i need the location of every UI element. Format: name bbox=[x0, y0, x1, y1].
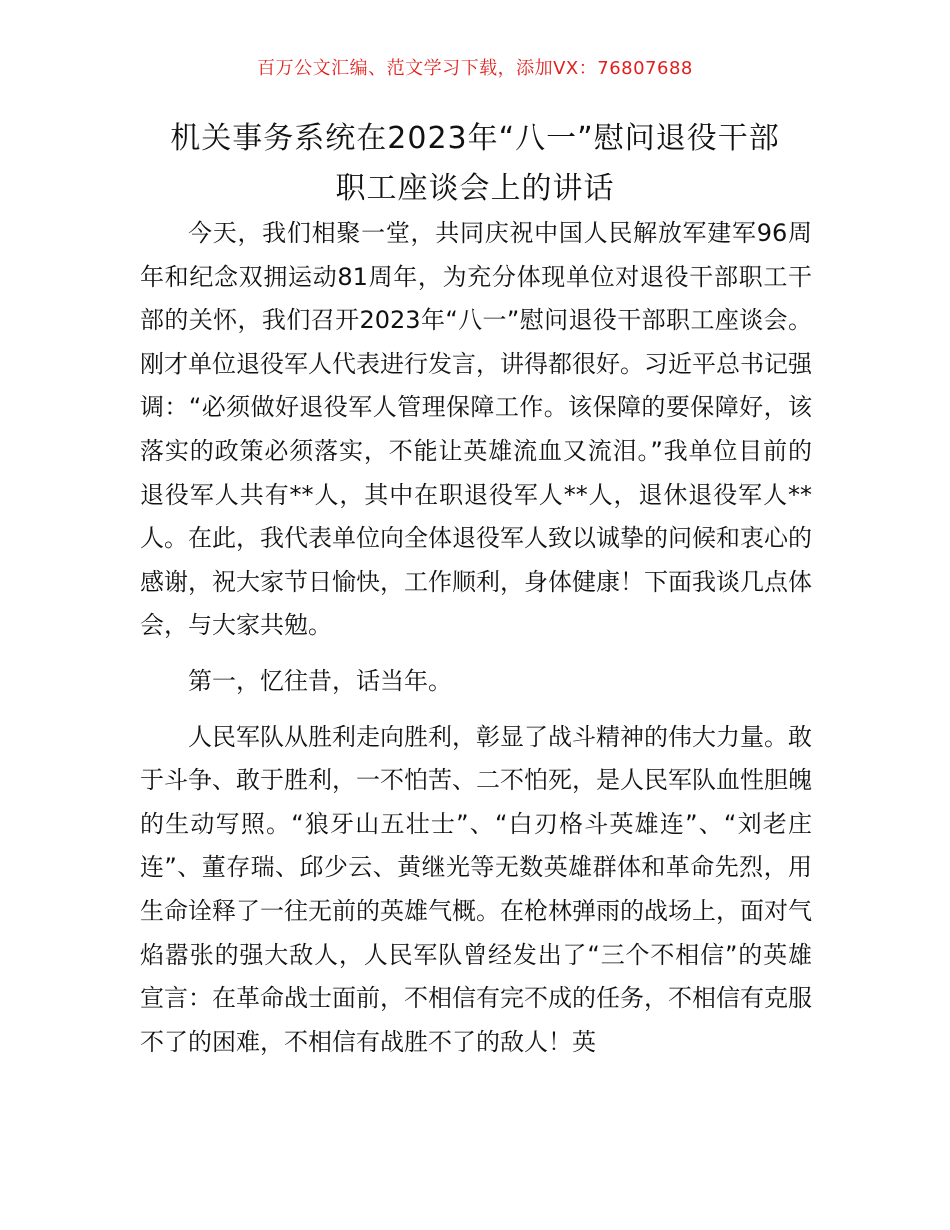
document-body bbox=[140, 212, 812, 1076]
paragraph-body: 人民军队从胜利走向胜利，彰显了战斗精神的伟大力量。敢于斗争、敢于胜利，一不怕苦、二不怕死，是人民军队血性胆魄的生动写照。“狼牙山五壮士”、“白刃格斗英雄连”、“刘老庄连”、董存瑞、邱少云、黄继光等无数英雄群体和革命先烈，用生命诠释了一往无前的英雄气概。在枪林弹雨的战场上，面对气焰嚣张的强大敌人，人民军队曾经发出了“三个不相信”的英雄宣言：在革命战士面前，不相信有完不成的任务，不相信有克服不了的困难，不相信有战胜不了的敌人！英 bbox=[140, 722, 812, 1056]
document-title bbox=[100, 114, 850, 214]
paragraph-opening: 今天，我们相聚一堂，共同庆祝中国人民解放军建军96周年和纪念双拥运动81周年，为充分体现单位对退役干部职工干部的关怀，我们召开2023年“八一”慰问退役干部职工座谈会。刚才单位退役军人代表进行发言，讲得都很好。习近平总书记强调：“必须做好退役军人管理保障工作。该保障的要保障好，该落实的政策必须落实，不能让英雄流血又流泪。”我单位目前的退役军人共有**人，其中在职退役军人**人，退休退役军人**人。在此，我代表单位向全体退役军人致以诚挚的问候和衷心的感谢，祝大家节日愉快，工作顺利，身体健康！下面我谈几点体会，与大家共勉。 bbox=[140, 219, 812, 640]
paragraph-section-heading: 第一，忆往昔，话当年。 bbox=[188, 666, 452, 695]
title-line-1: 机关事务系统在2023年“八一”慰问退役干部 bbox=[170, 121, 780, 156]
header-watermark-note: 百万公文汇编、范文学习下载，添加VX：76807688 bbox=[257, 58, 693, 79]
title-line-2: 职工座谈会上的讲话 bbox=[335, 171, 615, 206]
